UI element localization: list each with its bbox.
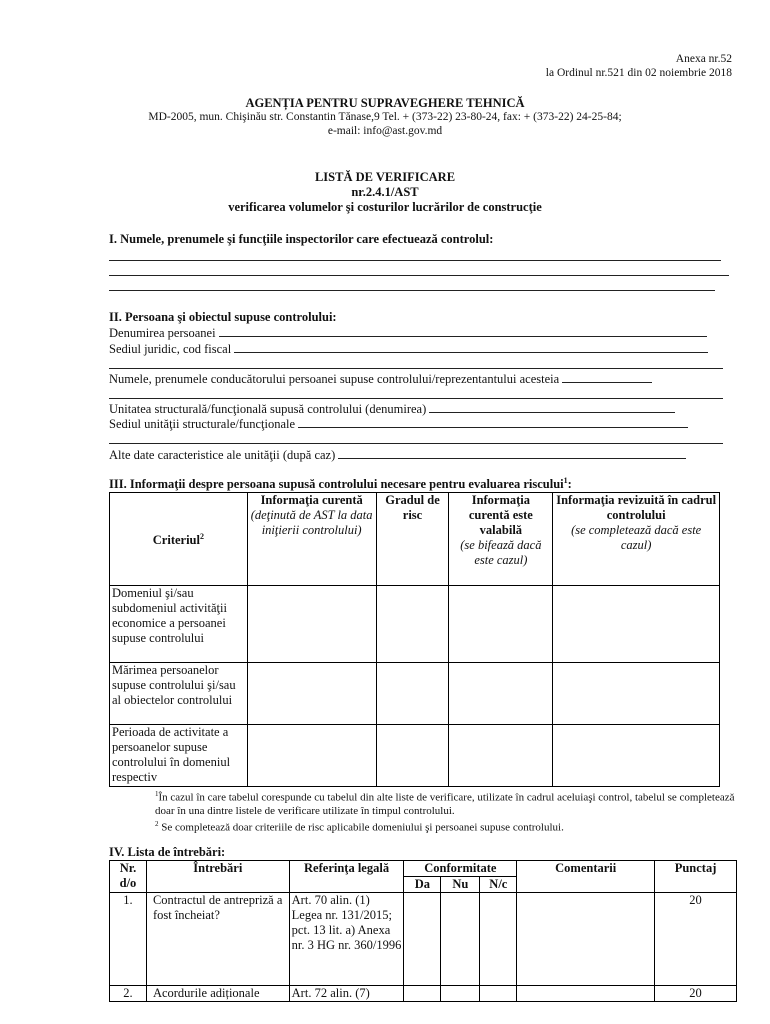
footnote-2: $^2$ Se completează doar criteriile de risc aplicabile domeniului şi persoanei supuse controlului. <box>155 819 564 834</box>
col-info-curenta <box>247 493 376 586</box>
cell-comment[interactable] <box>517 893 655 986</box>
inspector-line-1[interactable] <box>109 260 721 261</box>
col-nc: N/c <box>480 877 517 893</box>
col-criteriu-label: Criteriul <box>152 533 200 548</box>
footnote-2-text: Se completează doar criteriile de risc aplicabile domeniului şi persoanei supuse controlului. <box>161 821 564 834</box>
field-manager <box>109 371 729 387</box>
blank-line-3[interactable] <box>109 443 723 444</box>
col-info-curenta-label: Informaţia curentă <box>260 493 363 507</box>
row-criterion: Mărimea persoanelor supuse controlului şi/sau al obiectelor controlului <box>110 663 248 725</box>
row-legal-reference: Art. 72 alin. (7) <box>289 986 404 1002</box>
section-3-heading-sup: 1 <box>563 476 568 485</box>
cell-checkbox[interactable] <box>449 663 553 725</box>
col-info-revizuita-note: (se completează dacă este cazul) <box>571 523 702 552</box>
col-criteriu-sup: 2 <box>199 532 204 542</box>
inspector-line-2[interactable] <box>109 275 729 276</box>
cell-da-checkbox[interactable] <box>404 893 441 986</box>
footnote-1: $^1$În cazul în care tabelul corespunde cu tabelul din alte liste de verificare, utilizate în cadrul aceluiaşi control, tabelul se completează doar în una dintre listele de verificare utilizate în timpul controlului. <box>155 790 735 817</box>
cell-checkbox[interactable] <box>449 586 553 663</box>
footnote-1-text: În cazul în care tabelul corespunde cu tabelul din alte liste de verificare, utilizate în cadrul aceluiaşi control, tabelul se completează doar în una dintre listele de verificare utilizate în timpul controlului. <box>155 791 735 817</box>
field-person-name-input[interactable] <box>219 325 707 337</box>
cell-input[interactable] <box>247 663 376 725</box>
cell-input[interactable] <box>376 663 449 725</box>
field-legal-seat <box>109 341 729 357</box>
risk-table-header <box>110 493 720 586</box>
cell-comment[interactable] <box>517 986 655 1002</box>
row-question: Acordurile adiționale <box>146 986 289 1002</box>
cell-nu-checkbox[interactable] <box>441 986 480 1002</box>
section-3-heading-text: III. Informaţii despre persoana supusă controlului necesare pentru evaluarea riscului <box>109 477 564 492</box>
questions-table <box>109 860 737 1002</box>
section-4-heading: IV. Lista de întrebări: <box>109 845 226 859</box>
cell-nc-checkbox[interactable] <box>480 893 517 986</box>
col-grad-risc: Gradul de risc <box>376 493 449 586</box>
agency-header <box>0 96 770 138</box>
blank-line-1[interactable] <box>109 368 723 369</box>
cell-nc-checkbox[interactable] <box>480 986 517 1002</box>
section-3-heading <box>109 476 572 492</box>
agency-email: e-mail: info@ast.gov.md <box>327 125 443 137</box>
cell-input[interactable] <box>553 725 720 787</box>
row-question: Contractul de antrepriză a fost încheiat? <box>146 893 289 986</box>
field-unit-input[interactable] <box>429 401 675 413</box>
field-unit-seat-label: Sediul unităţii structurale/funcţionale <box>109 417 296 431</box>
col-nu: Nu <box>441 877 480 893</box>
cell-input[interactable] <box>553 586 720 663</box>
field-unit-seat-input[interactable] <box>298 416 688 428</box>
field-manager-input[interactable] <box>562 371 652 383</box>
cell-input[interactable] <box>247 586 376 663</box>
col-info-revizuita-label: Informaţia revizuită în cadrul controlului <box>556 493 717 522</box>
footnotes <box>109 788 739 834</box>
row-number: 2. <box>110 986 147 1002</box>
col-comentarii: Comentarii <box>517 861 655 893</box>
inspector-line-3[interactable] <box>109 290 715 291</box>
field-unit-seat <box>109 416 729 432</box>
cell-nu-checkbox[interactable] <box>441 893 480 986</box>
document-number: nr.2.4.1/AST <box>351 185 419 199</box>
document-subject: verificarea volumelor şi costurilor lucrărilor de construcţie <box>228 200 542 214</box>
col-conformitate: Conformitate <box>404 861 517 877</box>
field-legal-seat-label: Sediul juridic, cod fiscal <box>109 342 232 356</box>
col-intrebari: Întrebări <box>146 861 289 893</box>
cell-input[interactable] <box>247 725 376 787</box>
col-punctaj: Punctaj <box>655 861 737 893</box>
row-number: 1. <box>110 893 147 986</box>
questions-header-row-1 <box>110 861 737 877</box>
field-other-data <box>109 447 729 463</box>
field-legal-seat-input[interactable] <box>234 341 708 353</box>
section-3-heading-end: : <box>567 477 572 492</box>
section-2-heading: II. Persoana şi obiectul supuse controlului: <box>109 310 337 324</box>
cell-input[interactable] <box>376 725 449 787</box>
col-info-valabila-label: Informaţia curentă este valabilă <box>468 493 533 537</box>
col-info-revizuita <box>553 493 720 586</box>
annex-order: la Ordinul nr.521 din 02 noiembrie 2018 <box>545 67 732 79</box>
col-info-valabila <box>449 493 553 586</box>
row-criterion: Perioada de activitate a persoanelor supuse controlului în domeniul respectiv <box>110 725 248 787</box>
col-info-valabila-note: (se bifează dacă este cazul) <box>460 538 542 567</box>
row-legal-reference: Art. 70 alin. (1) Legea nr. 131/2015; pct. 13 lit. a) Anexa nr. 3 HG nr. 360/1996 <box>289 893 404 986</box>
table-row <box>110 986 737 1002</box>
field-unit-label: Unitatea structurală/funcţională supusă controlului (denumirea) <box>109 402 427 416</box>
col-referinta: Referinţa legală <box>289 861 404 893</box>
table-row <box>110 893 737 986</box>
agency-name: AGENȚIA PENTRU SUPRAVEGHERE TEHNICĂ <box>245 96 525 110</box>
blank-line-2[interactable] <box>109 398 723 399</box>
field-manager-label: Numele, prenumele conducătorului persoanei supuse controlului/reprezentantului acesteia <box>109 372 560 386</box>
row-criterion: Domeniul şi/sau subdomeniul activităţii economice a persoanei supuse controlului <box>110 586 248 663</box>
table-row <box>110 586 720 663</box>
cell-input[interactable] <box>376 586 449 663</box>
table-row <box>110 663 720 725</box>
agency-address: MD-2005, mun. Chişinău str. Constantin Tănase,9 Tel. + (373-22) 23-80-24, fax: + (373-22) 24-25-84; <box>148 111 622 123</box>
field-person-name <box>109 325 729 341</box>
field-unit <box>109 401 729 417</box>
field-other-data-input[interactable] <box>338 447 686 459</box>
cell-checkbox[interactable] <box>449 725 553 787</box>
section-1-heading: I. Numele, prenumele şi funcţiile inspectorilor care efectuează controlul: <box>109 232 494 246</box>
annex-number: Anexa nr.52 <box>675 53 732 65</box>
field-other-data-label: Alte date caracteristice ale unităţii (după caz) <box>109 448 336 462</box>
field-person-name-label: Denumirea persoanei <box>109 326 216 340</box>
col-criteriu <box>110 493 248 586</box>
risk-information-table <box>109 492 720 787</box>
table-row <box>110 725 720 787</box>
col-da: Da <box>404 877 441 893</box>
row-score: 20 <box>655 986 737 1002</box>
col-nr: Nr. d/o <box>110 861 147 893</box>
document-title-block <box>0 170 770 215</box>
cell-input[interactable] <box>553 663 720 725</box>
row-score: 20 <box>655 893 737 986</box>
annex-reference <box>546 52 732 80</box>
document-title: LISTĂ DE VERIFICARE <box>314 170 456 184</box>
cell-da-checkbox[interactable] <box>404 986 441 1002</box>
col-info-curenta-note: (deţinută de AST la data iniţierii controlului) <box>250 508 373 537</box>
